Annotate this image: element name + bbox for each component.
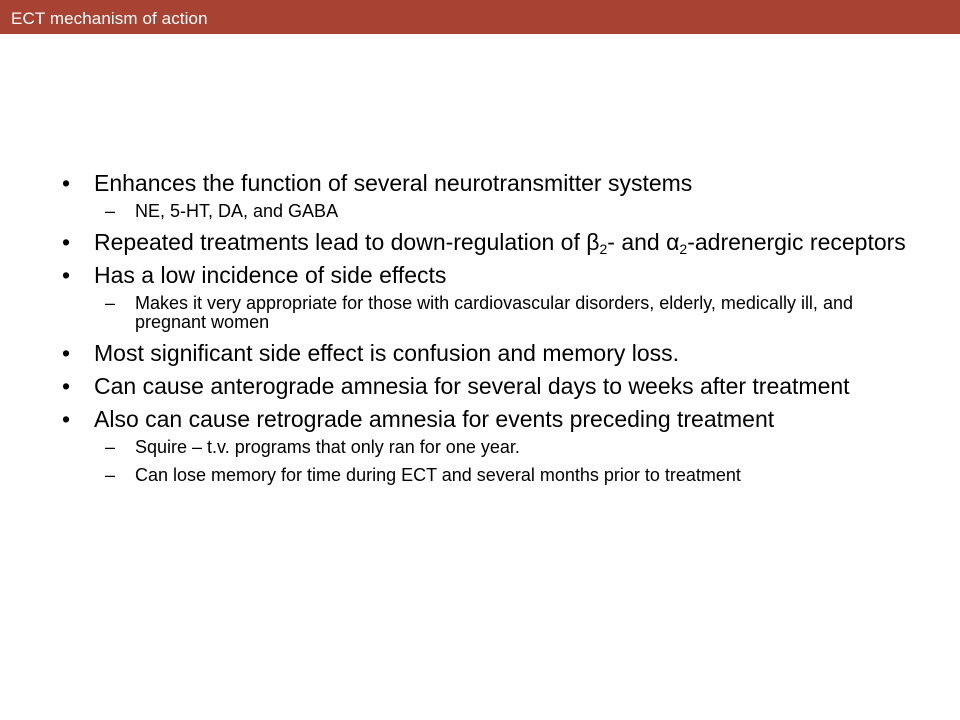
bullet-text: Can cause anterograde amnesia for several days to weeks after treatment (94, 373, 850, 399)
subscript: 2 (599, 241, 608, 257)
bullet-text: Also can cause retrograde amnesia for events preceding treatment (94, 406, 775, 432)
bullet-icon: • (62, 340, 71, 366)
bullet-text: Has a low incidence of side effects (94, 262, 447, 288)
sub-bullet-item (62, 466, 922, 485)
bullet-item (62, 229, 922, 257)
bullet-icon: • (62, 170, 71, 196)
title-bar (0, 0, 960, 34)
bullet-item (62, 263, 922, 287)
bullet-text: Enhances the function of several neurotransmitter systems (94, 170, 693, 196)
dash-icon: – (105, 465, 116, 485)
sub-bullet-item (62, 202, 922, 221)
sub-bullet-text: Can lose memory for time during ECT and several months prior to treatment (135, 465, 741, 485)
sub-bullet-text: Makes it very appropriate for those with cardiovascular disorders, elderly, medically ill, and pregnant women (135, 293, 853, 332)
sub-bullet-text: Squire – t.v. programs that only ran for one year. (135, 437, 520, 457)
bullet-icon: • (62, 406, 71, 432)
subscript: 2 (679, 241, 688, 257)
sub-bullet-text: NE, 5-HT, DA, and GABA (135, 201, 339, 221)
dash-icon: – (105, 293, 116, 313)
bullet-text: Most significant side effect is confusion and memory loss. (94, 340, 680, 366)
dash-icon: – (105, 201, 116, 221)
bullet-item (62, 171, 922, 195)
bullet-item (62, 407, 922, 431)
sub-bullet-item (62, 294, 922, 332)
slide-title: ECT mechanism of action (11, 9, 208, 28)
bullet-text: Repeated treatments lead to down-regulation of $\beta_2-$ and $\alpha_2$-adrenergic receptors (94, 229, 906, 257)
dash-icon: – (105, 437, 116, 457)
bullet-item (62, 341, 922, 365)
bullet-list (62, 171, 922, 485)
bullet-item (62, 374, 922, 398)
bullet-icon: • (62, 373, 71, 399)
bullet-icon: • (62, 262, 71, 288)
sub-bullet-item (62, 438, 922, 457)
bullet-icon: • (62, 229, 71, 255)
